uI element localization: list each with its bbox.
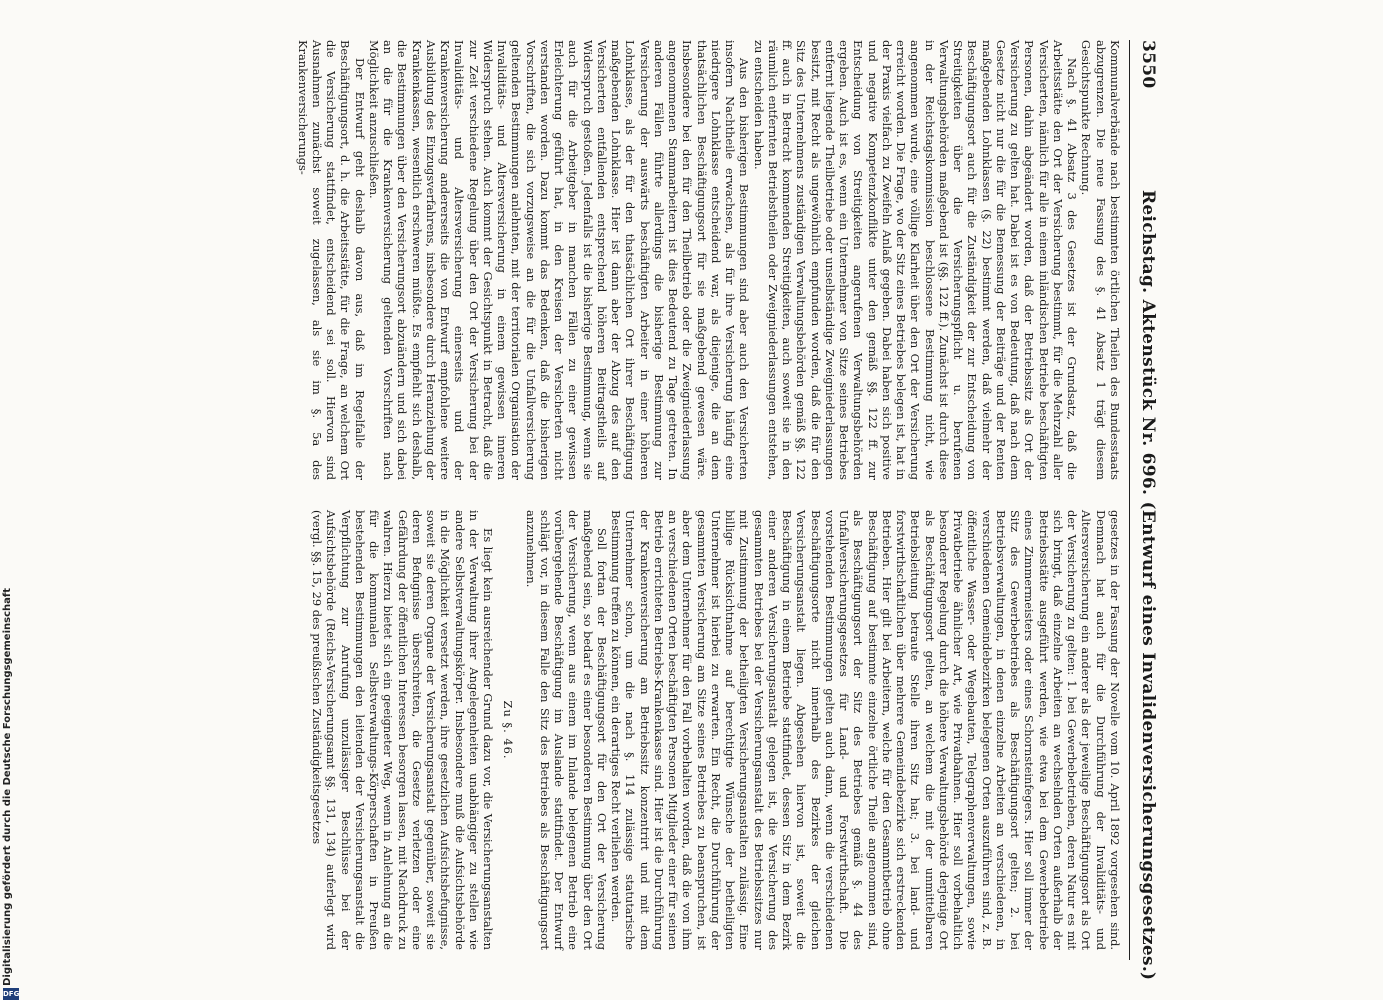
paragraph: gesetzes in der Fassung der Novelle vom 10. April 1892 vorgesehen sind. Demnach hat auch für die Durchführung der Invaliditäts- und Altersversicherung ein anderer als der jeweilige Beschäftigungsort als Ort der Versicherung zu gelten: 1. bei Gewerbebetrieben, deren Natur es mit sich bringt, daß einzelne Arbeiten an wechselnden Orten außerhalb der Betriebsstätte ausgeführt werden, wie etwa bei dem Gewerbebetriebe eines Zimmermeisters oder eines Schornsteinfegers. Hier soll immer der Sitz des Gewerbebetriebes als Beschäftigungsort gelten; 2. bei Betriebsverwaltungen, in denen einzelne Arbeiten an verschiedenen, in verschiedenen Gemeindebezirken belegenen Orten auszuführen sind, z. B. öffentliche Wasser- oder Wegebauten, Telegraphenverwaltungen, sowie Privatbetriebe ähnlicher Art, wie Privatbahnen. Hier soll vorbehaltlich besonderer Regelung durch die höhere Verwaltungsbehörde derjenige Ort als Beschäftigungsort gelten, an welchem die mit der unmittelbaren Betriebsleitung betraute Stelle ihren Sitz hat; 3. bei land- und forstwirthschaftlichen über mehrere Gemeindebezirke sich erstreckenden Betrieben. Hier gilt bei Arbeitern, welche für den Gesammtbetrieb ohne Beschäftigung auf bestimmte einzelne örtliche Theile angenommen sind, als Beschäftigungsort der Sitz des Betriebes gemäß §. 44 des Unfallversicherungsgesetzes für Land- und Forstwirthschaft. Die vorstehenden Bestimmungen gelten auch dann, wenn die verschiedenen Beschäftigungsorte nicht innerhalb des Bezirkes der gleichen Versicherungsanstalt liegen. Abgesehen hiervon ist, soweit die Beschäftigung in einem Betriebe stattfindet, dessen Sitz in dem Bezirk einer anderen Versicherungsanstalt gelegen ist, die Versicherung des gesammten Betriebes bei der Versicherungsanstalt des Betriebssitzes nur mit Zustimmung der betheiligten Versicherungsanstalten zulässig. Eine billige Rücksichtnahme auf berechtigte Wünsche der betheiligten Unternehmer ist hierbei zu erwarten. Ein Recht, die Durchführung der gesammten Versicherung am Sitze seines Betriebes zu beanspruchen, ist aber dem Unternehmer für den Fall vorbehalten worden, daß die von ihm an verschiedenen Orten beschäftigten Personen Mitglieder einer für seinen Betrieb errichteten Betriebs-Krankenkasse sind. Hier ist die Durchführung der Krankenversicherung am Betriebssitz konzentrirt und mit dem Unternehmer schon, um die nach §. 114 zulässige statutarische Bestimmung treffen zu können, ein derartiges Recht verliehen werden. [609, 510, 1122, 950]
funding-notice: Digitalisierung gefördert durch die Deutsche Forschungsgemeinschaft [2, 588, 13, 986]
section-heading: Zu §. 46. [501, 700, 516, 760]
document-page [0, 40, 1158, 981]
paragraph: Der Entwurf geht deshalb davon aus, daß im Regelfalle der Beschäftigungsort, d. h. die Arbeitsstätte, für die Frage, an welchem Ort die Versicherung stattfindet, entscheidend sei soll. Hiervon sind Ausnahmen zunächst soweit zugelassen, als sie im §. 5a des Krankenversicherungs- [295, 40, 367, 480]
paragraph: Soll fortan der Beschäftigungsort für den Ort der Versicherung maßgebend sein, so bedarf es einer besonderen Bestimmung über den Ort der Versicherung, wenn aus einem im Inlande belegenen Betrieb eine vorübergehende Beschäftigung im Auslande stattfindet. Der Entwurf schlägt vor, in diesem Falle den Sitz des Betriebes als Beschäftigungsort anzunehmen. [523, 510, 609, 950]
paragraph: Aus den bisherigen Bestimmungen sind aber auch den Versicherten insofern Nachtheile erwachsen, als für ihre Versicherung häufig eine niedrigere Lohnklasse entscheidend war, als diejenige, die an dem thatsächlichen Beschäftigungsort für sie maßgebend gewesen wäre. Insbesondere bei den für den Theilbetrieb oder die Zweigniederlassung angenommenen Stammarbeitern ist dies Bedeutend zu Tage getreten. In anderen Fällen führte allerdings die bisherige Bestimmung zur Versicherung der auswärts beschäftigten Arbeiter in einer höheren Lohnklasse, als der für den thatsächlichen Ort ihrer Beschäftigung maßgebenden Lohnklasse. Hier ist dann aber der Abzug des auf den Versicherten entfallenden entsprechend höheren Beitragstheils auf Widerspruch gestoßen. Jedenfalls ist die bisherige Bestimmung, wenn sie auch für die Arbeitgeber in manchen Fällen zu einer gewissen Erleichterung geführt hat, in den Kreisen der Versicherten nicht verstanden worden. Dazu kommt das Bedenken, daß die bisherigen Vorschriften, die sich vorzugsweise an die für die Unfallversicherung geltenden Bestimmungen anlehnten, mit der territorialen Organisation der Invaliditäts- und Altersversicherung in einem gewissen inneren Widerspruch stehen. Auch kommt der Gesichtspunkt in Betracht, daß die zur Zeit verschiedene Regelung über den Ort der Versicherung bei der Invaliditäts- und Altersversicherung einerseits und der Krankenversicherung andererseits die von Entwurf empfohlene weitere Ausbildung des Einzugsverfahrens, insbesondere durch Heranziehung der Krankenkassen, wesentlich erschweren müßte. Es empfiehlt sich deshalb, die Bestimmungen über den Versicherungsort abzuändern und sich dabei an die für die Krankenversicherung geltenden Vorschriften nach Möglichkeit anzuschließen. [367, 40, 752, 480]
page-title: Reichstag. Aktenstück Nr. 696. (Entwurf eines Invalidenversicherungsgesetzes.) [1138, 190, 1158, 981]
paragraph: Kommunalverbände nach bestimmten örtlichen Theilen des Bundesstaats abzugrenzen. Die neue Fassung des §. 41 Absatz 1 trägt diesem Gesichtspunkte Rechnung. [1079, 40, 1122, 480]
page-number: 3550 [1138, 40, 1158, 89]
right-column [310, 510, 1122, 950]
paragraph: Es liegt kein ausreichender Grund dazu vor, die Versicherungsanstalten in der Verwaltung ihrer Angelegenheiten unabhängiger zu stellen wie andere Selbstverwaltungskörper. Insbesondere muß die Aufsichtsbehörde in die Möglichkeit versetzt werden, ihre gesetzlichen Aufsichtsbefugnisse, soweit sie deren Organe der Versicherungsanstalt gegenüber, soweit sie deren Befugnisse überschreiten, die Gesetze verletzen oder eine Gefährdung der öffentlichen Interessen besorgen lassen, mit Nachdruck zu wahren. Hierzu bietet sich ein geeigneter Weg, wenn in Anlehnung an die für die kommunalen Selbstverwaltungs-Körperschaften in Preußen bestehenden Bestimmungen den leitenden der Versicherungsanstalt die Verpflichtung zur Anrufung unzulässiger Beschlüsse bei der Aufsichtsbehörde (Reichs-Versicherungsamt §§. 131, 134) auferlegt wird (vergl. §§. 15, 29 des preußischen Zuständigkeitsgesetzes [310, 510, 496, 950]
paragraph: Nach §. 41 Absatz 3 des Gesetzes ist der Grundsatz, daß die Arbeitsstätte den Ort der Versicherung bestimmt, für die Mehrzahl aller Versicherten, nämlich für alle in einem inländischen Betriebe beschäftigten Personen, dahin abgeändert worden, daß der Betriebssitz als Ort der Versicherung zu gelten hat. Dabei ist es von Bedeutung, daß nach dem Gesetze nicht nur die für die Bemessung der Beiträge und der Renten maßgebenden Lohnklassen (§. 22) bestimmt werden, daß vielmehr der Beschäftigungsort auch für die Zuständigkeit der zur Entscheidung von Streitigkeiten über die Versicherungspflicht u. berufenen Verwaltungsbehörden maßgebend ist (§§. 122 ff.). Zunächst ist durch diese in der Reichstagskommission beschlossene Bestimmung nicht, wie angenommen wurde, eine völlige Klarheit über den Ort der Versicherung erreicht worden. Die Frage, wo der Sitz eines Betriebes belegen ist, hat in der Praxis vielfach zu Zweifeln Anlaß gegeben. Dabei haben sich positive und negative Kompetenzkonflikte unter den gemäß §§. 122 ff. zur Entscheidung von Streitigkeiten angerufenen Verwaltungsbehörden ergeben. Auch ist es, wenn ein Unternehmer von Sitze seines Betriebes entfernt liegende Theilbetriebe oder unselbständige Zweigniederlassungen besitzt, mit Recht als ungewöhnlich empfunden worden, daß die für den Sitz des Unternehmens zuständigen Verwaltungsbehörden gemäß §§. 122 ff. auch in Betracht kommenden Streitigkeiten, auch soweit sie in den räumlich entfernten Betriebstheilen oder Zweigniederlassungen entstehen, zu entscheiden haben. [751, 40, 1080, 480]
dfg-logo: DFG [3, 990, 20, 998]
header-rule [1129, 40, 1130, 960]
left-column [296, 40, 1123, 480]
page-header [1132, 40, 1158, 981]
